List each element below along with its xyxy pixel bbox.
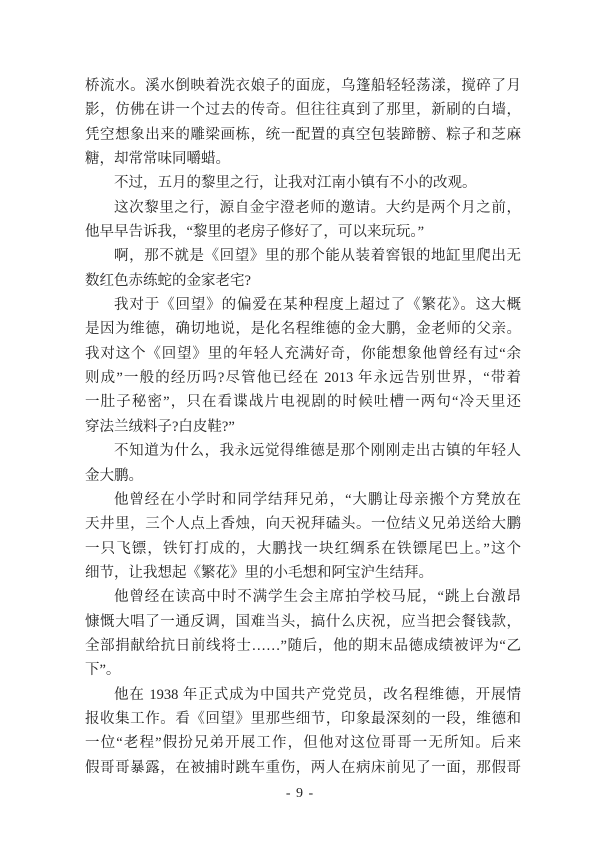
text-line: 金大鹏。: [85, 467, 143, 484]
text-line: 慷慨大唱了一通反调，国难当头，搞什么庆祝，应当把会餐钱款，: [85, 613, 521, 630]
text-line: 是因为维德，确切地说，是化名程维德的金大鹏，金老师的父亲。: [85, 321, 521, 338]
text-line: 全部捐献给抗日前线将士……”随后，他的期末品德成绩被评为“乙: [85, 637, 521, 654]
text-line: 糖，却常常味同嚼蜡。: [85, 151, 230, 168]
text-line: 啊，那不就是《回望》里的那个能从装着窖银的地缸里爬出无: [114, 248, 521, 265]
text-line: 下”。: [85, 662, 121, 679]
text-line: 一只飞镖，铁钉打成的，大鹏找一块红绸系在铁镖尾巴上。”这个: [85, 540, 521, 557]
page-text: [85, 74, 521, 780]
text-line: 假哥哥暴露，在被捕时跳车重伤，两人在病床前见了一面，那假哥: [85, 759, 521, 776]
text-line: 这次黎里之行，源自金宇澄老师的邀请。大约是两个月之前，: [114, 199, 521, 216]
text-line: 他曾经在读高中时不满学生会主席拍学校马屁，“跳上台激昂: [114, 589, 521, 606]
text-line: 天井里，三个人点上香烛，向天祝拜磕头。一位结义兄弟送给大鹏: [85, 516, 521, 533]
text-line: 影，仿佛在讲一个过去的传奇。但往往真到了那里，新刷的白墙，: [85, 102, 521, 119]
page-number: - 9 -: [285, 786, 315, 801]
text-line: 我对于《回望》的偏爱在某种程度上超过了《繁花》。这大概: [114, 297, 521, 314]
text-line: 穿法兰绒料子?白皮鞋?”: [85, 418, 235, 435]
text-line: 桥流水。溪水倒映着洗衣娘子的面庞，乌篷船轻轻荡漾，搅碎了月: [85, 78, 521, 94]
text-line: 报收集工作。看《回望》里那些细节，印象最深刻的一段，维德和: [85, 710, 521, 727]
text-line: 不过，五月的黎里之行，让我对江南小镇有不小的改观。: [114, 175, 477, 192]
text-line: 则成”一般的经历吗?尽管他已经在 2013 年永远告别世界，“带着: [85, 370, 521, 387]
text-line: 不知道为什么，我永远觉得维德是那个刚刚走出古镇的年轻人: [114, 443, 521, 460]
text-line: 他早早告诉我，“黎里的老房子修好了，可以来玩玩。”: [85, 224, 425, 241]
text-line: 一肚子秘密”，只在看谍战片电视剧的时候吐槽一两句“冷天里还: [85, 394, 521, 411]
text-line: 细节，让我想起《繁花》里的小毛想和阿宝沪生结拜。: [85, 564, 433, 581]
text-line: 我对这个《回望》里的年轻人充满好奇，你能想象他曾经有过“余: [85, 345, 521, 362]
text-line: 凭空想象出来的雕梁画栋，统一配置的真空包装蹄髈、粽子和芝麻: [85, 126, 521, 143]
text-line: 他在 1938 年正式成为中国共产党党员，改名程维德，开展情: [114, 686, 521, 703]
text-line: 一位“老程”假扮兄弟开展工作，但他对这位哥哥一无所知。后来: [85, 735, 521, 752]
text-line: 他曾经在小学时和同学结拜兄弟，“大鹏让母亲搬个方凳放在: [114, 491, 521, 508]
text-line: 数红色赤练蛇的金家老宅?: [85, 272, 251, 289]
